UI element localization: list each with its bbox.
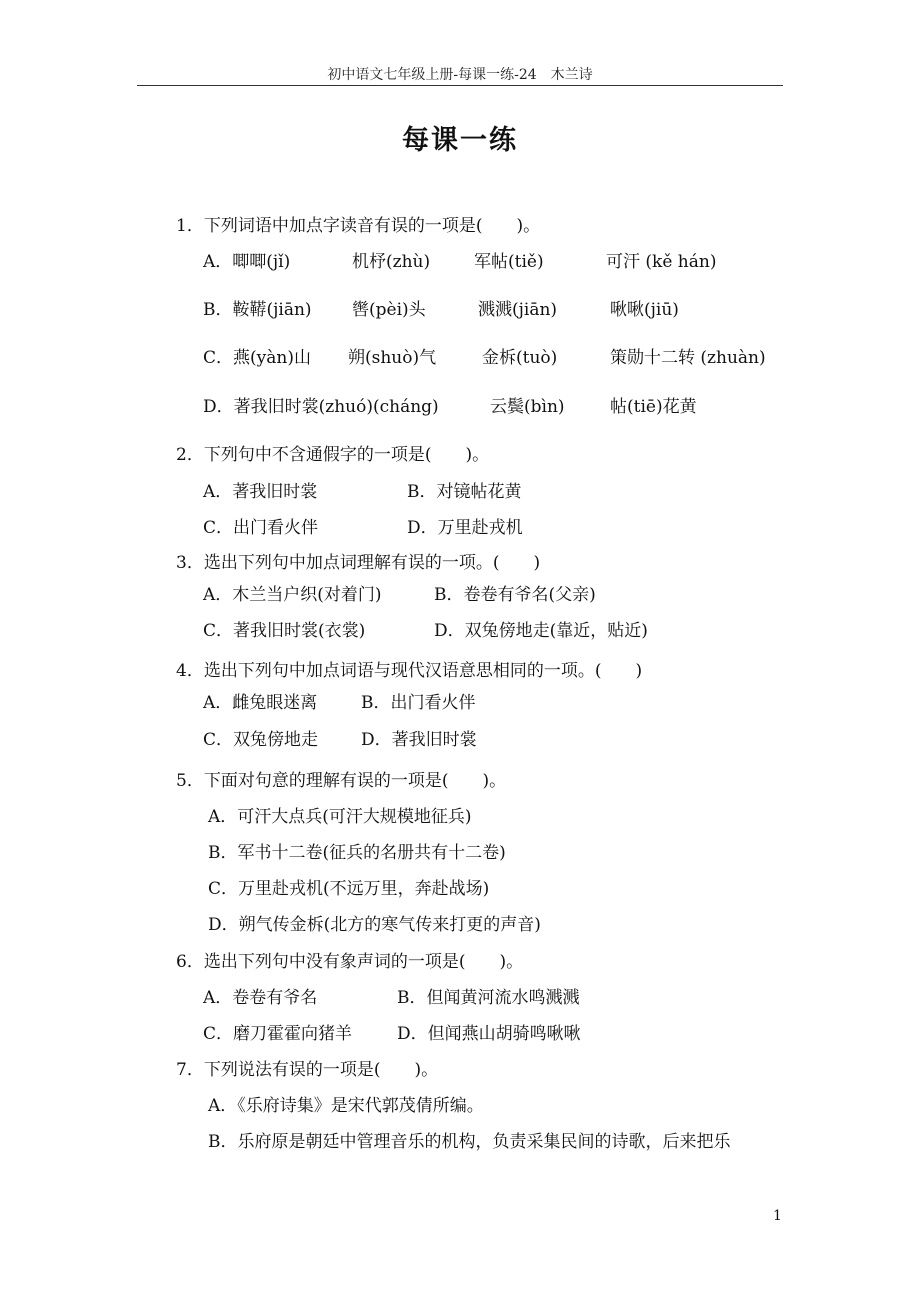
q1-option-b-3: 溅溅(jiān) bbox=[478, 300, 558, 320]
q7-option-b: B．乐府原是朝廷中管理音乐的机构，负责采集民间的诗歌，后来把乐 bbox=[208, 1132, 731, 1152]
q2-option-d: D．万里赴戎机 bbox=[407, 518, 523, 538]
q2-option-a: A．著我旧时裳 bbox=[203, 482, 318, 502]
q3-option-d: D．双兔傍地走(靠近，贴近) bbox=[434, 621, 648, 641]
q4-option-b: B．出门看火伴 bbox=[361, 693, 476, 713]
q2-option-c: C．出门看火伴 bbox=[203, 518, 319, 538]
q4-option-a: A．雌兔眼迷离 bbox=[203, 693, 318, 713]
q1-option-a-1: A．唧唧(jǐ) bbox=[203, 252, 291, 272]
q6-option-d: D．但闻燕山胡骑鸣啾啾 bbox=[397, 1024, 581, 1044]
question-6-stem: 6．选出下列句中没有象声词的一项是( )。 bbox=[176, 952, 524, 972]
q6-option-c: C．磨刀霍霍向猪羊 bbox=[203, 1024, 353, 1044]
q1-option-c-3: 金柝(tuò) bbox=[482, 348, 558, 368]
q1-option-d-2: 云鬓(bìn) bbox=[490, 397, 565, 417]
q6-option-a: A．卷卷有爷名 bbox=[203, 988, 318, 1008]
question-3-stem: 3．选出下列句中加点词理解有误的一项。( ) bbox=[176, 553, 541, 573]
q5-option-c: C．万里赴戎机(不远万里，奔赴战场) bbox=[208, 879, 490, 899]
q1-option-b-2: 辔(pèi)头 bbox=[352, 300, 426, 320]
q5-option-a: A．可汗大点兵(可汗大规模地征兵) bbox=[208, 807, 472, 827]
q1-option-c-4: 策勋十二转 (zhuàn) bbox=[610, 348, 766, 368]
question-1-stem: 1．下列词语中加点字读音有误的一项是( )。 bbox=[176, 216, 541, 236]
q1-option-d-1: D．著我旧时裳(zhuó)(cháng) bbox=[203, 397, 439, 417]
q7-option-a: A．《乐府诗集》是宋代郭茂倩所编。 bbox=[208, 1096, 484, 1116]
q1-option-c-2: 朔(shuò)气 bbox=[348, 348, 437, 368]
q1-option-c-1: C．燕(yàn)山 bbox=[203, 348, 311, 368]
q1-option-a-4: 可汗 (kě hán) bbox=[606, 252, 717, 272]
q4-option-c: C．双兔傍地走 bbox=[203, 730, 319, 750]
q3-option-b: B．卷卷有爷名(父亲) bbox=[434, 585, 596, 605]
question-7-stem: 7．下列说法有误的一项是( )。 bbox=[176, 1060, 439, 1080]
q1-option-b-4: 啾啾(jiū) bbox=[610, 300, 679, 320]
q3-option-c: C．著我旧时裳(衣裳) bbox=[203, 621, 366, 641]
q1-option-a-2: 机杼(zhù) bbox=[352, 252, 431, 272]
q1-option-b-1: B．鞍鞯(jiān) bbox=[203, 300, 312, 320]
question-2-stem: 2．下列句中不含通假字的一项是( )。 bbox=[176, 445, 490, 465]
q5-option-b: B．军书十二卷(征兵的名册共有十二卷) bbox=[208, 843, 506, 863]
question-5-stem: 5．下面对句意的理解有误的一项是( )。 bbox=[176, 771, 507, 791]
q2-option-b: B．对镜帖花黄 bbox=[407, 482, 522, 502]
q4-option-d: D．著我旧时裳 bbox=[361, 730, 477, 750]
q3-option-a: A．木兰当户织(对着门) bbox=[203, 585, 382, 605]
page-title: 每课一练 bbox=[402, 125, 518, 156]
q1-option-d-3: 帖(tiē)花黄 bbox=[610, 397, 697, 417]
page-number: 1 bbox=[773, 1208, 782, 1224]
q6-option-b: B．但闻黄河流水鸣溅溅 bbox=[397, 988, 580, 1008]
header-rule bbox=[137, 85, 783, 86]
question-4-stem: 4．选出下列句中加点词语与现代汉语意思相同的一项。( ) bbox=[176, 661, 643, 681]
q1-option-a-3: 军帖(tiě) bbox=[474, 252, 544, 272]
running-header: 初中语文七年级上册-每课一练-24 木兰诗 bbox=[327, 67, 593, 83]
q5-option-d: D．朔气传金柝(北方的寒气传来打更的声音) bbox=[208, 915, 541, 935]
